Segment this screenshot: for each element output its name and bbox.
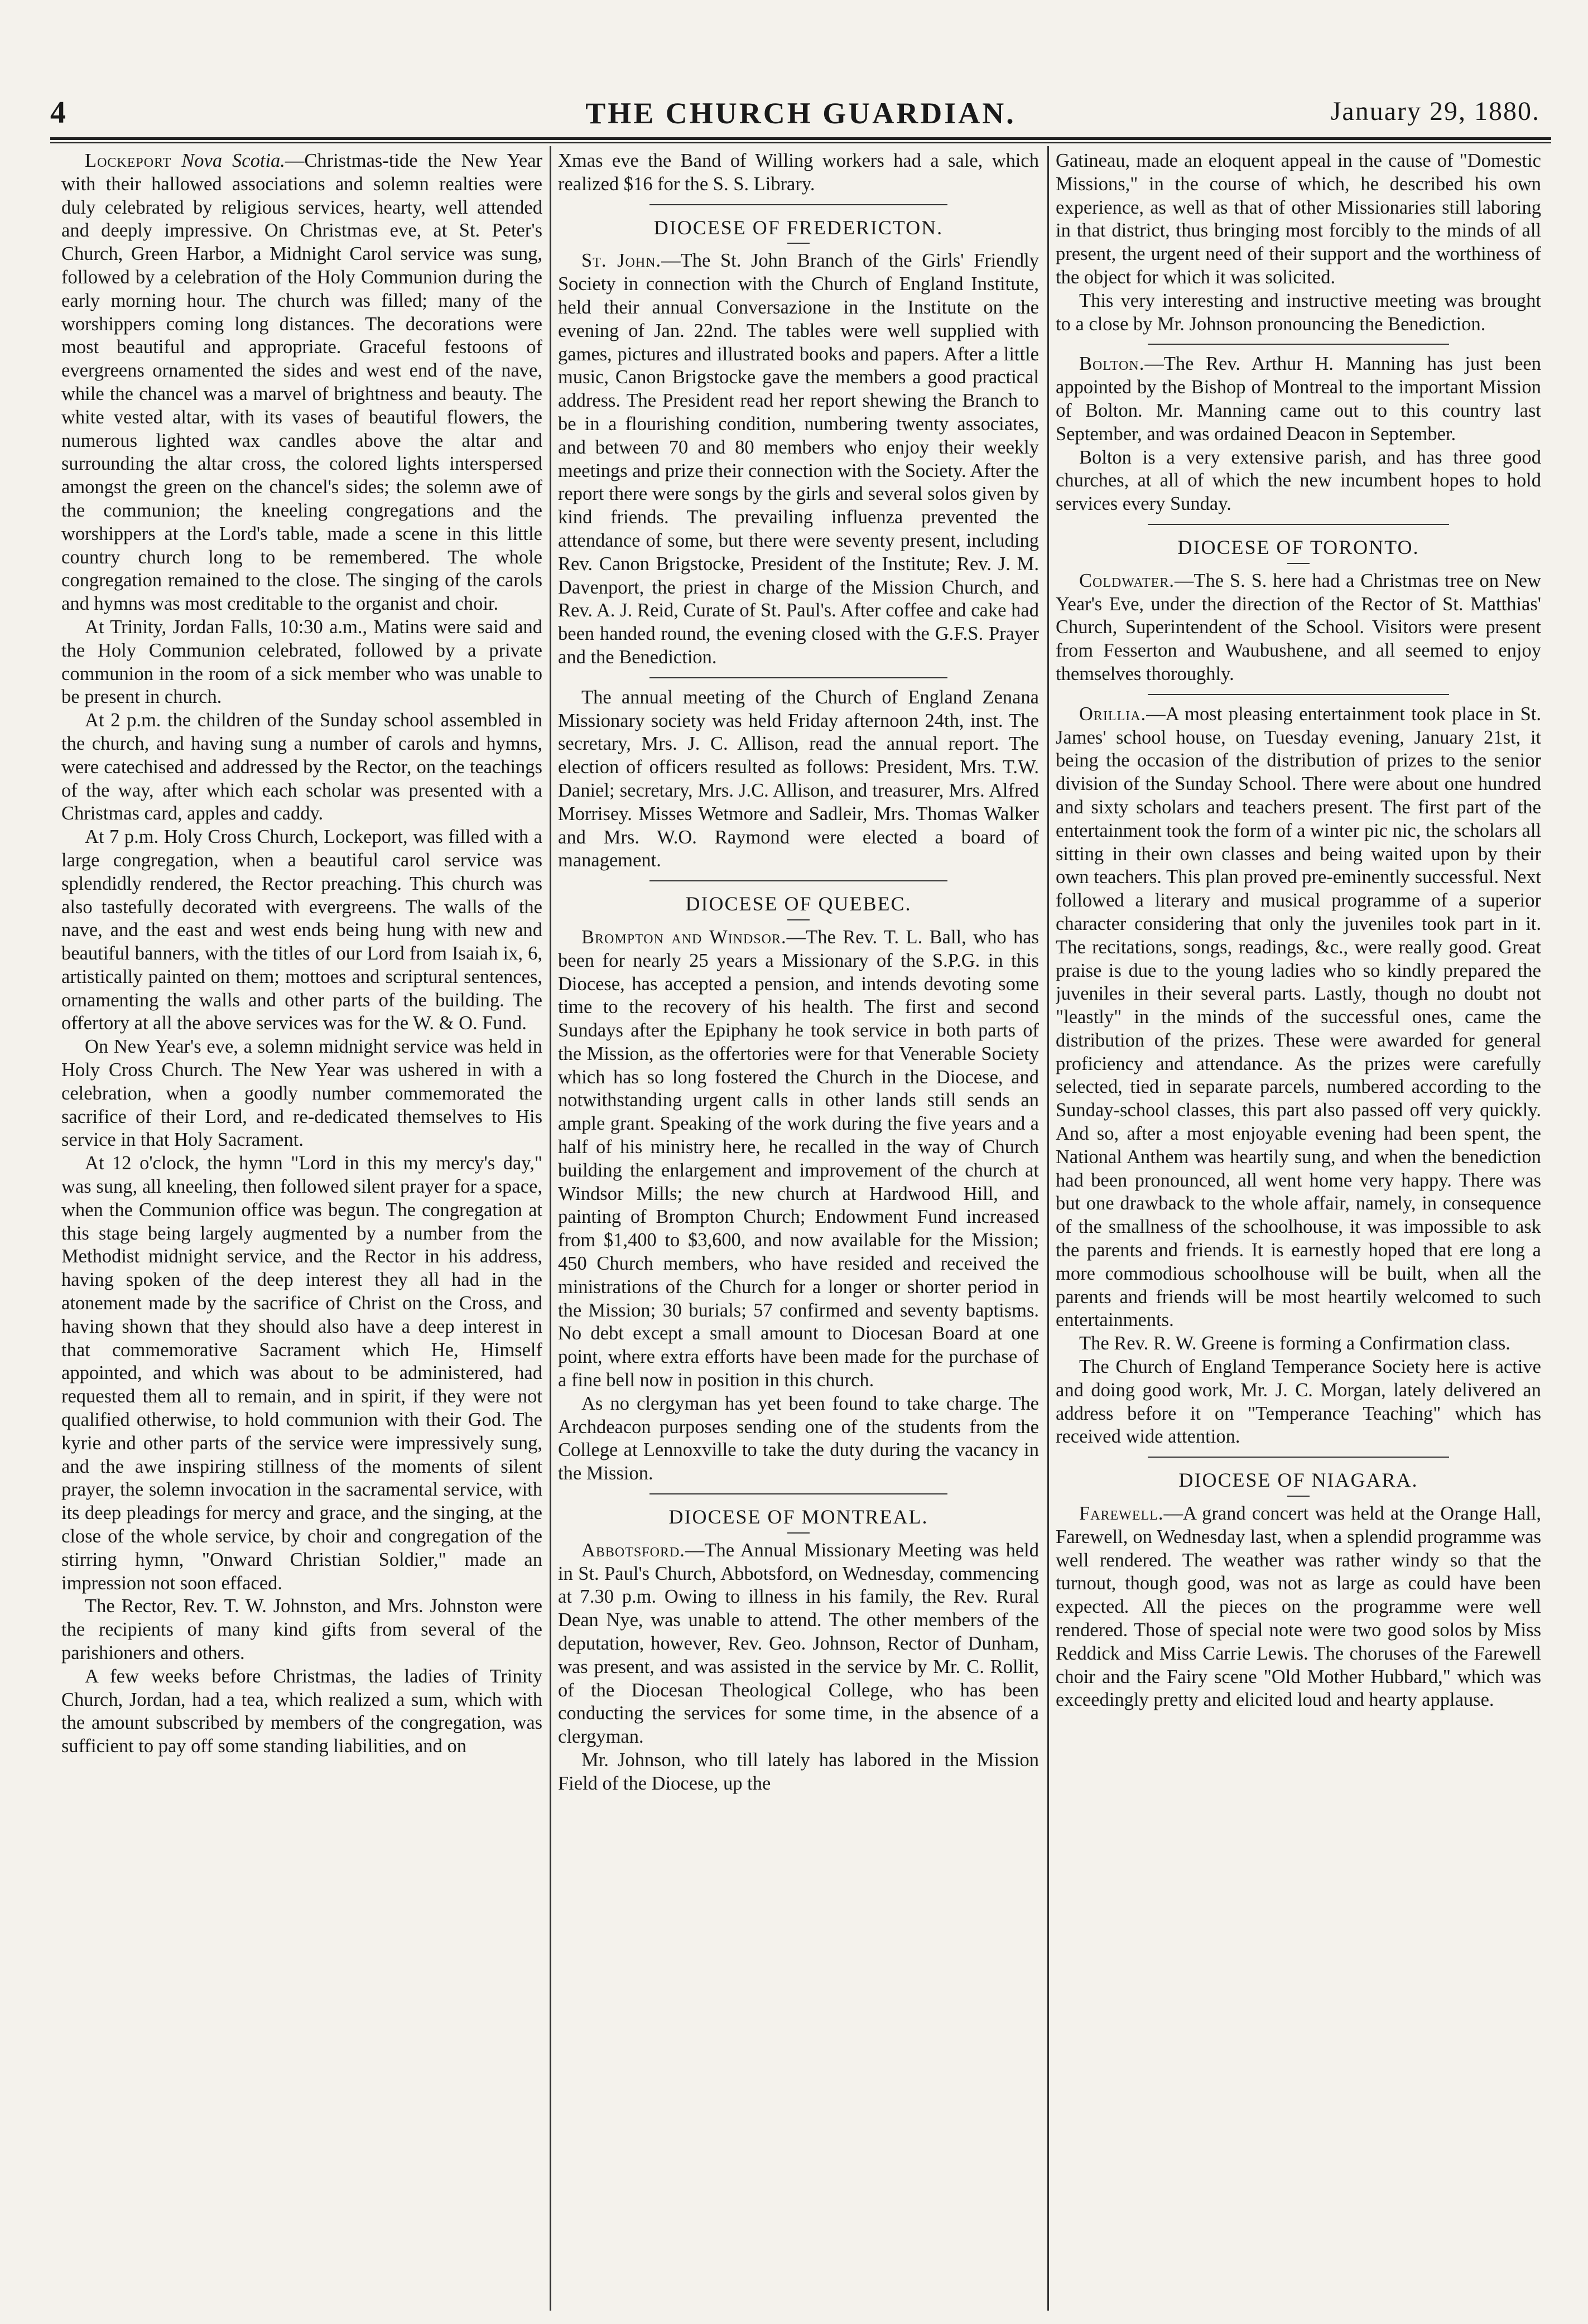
article-paragraph: At 12 o'clock, the hymn "Lord in this my mercy's day," was sung, all kneeling, then followed silent prayer for a space, when the Communion office was begun. The congregation at this stage being largely augmented by a number from the Methodist midnight service, and the Rector in his address, having spoken of the deep interest they all had in the atonement made by the sacrifice of Christ on the Cross, and having shown that they should also have a deep interest in that commemorative Sacrament which He, Himself appointed, and which was about to be administered, had requested them all to remain, and in spirit, if they were not qualified otherwise, to hold communion with their God. The kyrie and other parts of the service were impressively sung, and the awe inspiring stillness of the moments of silent prayer, the solemn invocation in the sacramental service, with its deep pleadings for mercy and grace, and the singing, at the close of the whole service, by choir and congregation of the stirring hymn, "Onward Christian Soldier," made an impression not soon effaced.	[61, 1153, 542, 1594]
article-lockeport	[61, 150, 542, 616]
heading-dash	[787, 1532, 810, 1534]
article-st-john	[558, 249, 1039, 669]
heading-dash	[1287, 1496, 1310, 1497]
dateline-place: Farewell.	[1079, 1503, 1164, 1525]
article-paragraph: Xmas eve the Band of Willing workers had a sale, which realized $16 for the S. S. Library.	[558, 150, 1039, 195]
article-paragraph: At Trinity, Jordan Falls, 10:30 a.m., Matins were said and the Holy Communion celebrated, followed by a private communion in the room of a sick member who was unable to be present in church.	[61, 616, 542, 708]
article-text: —A grand concert was held at the Orange Hall, Farewell, on Wednesday last, when a splendid programme was well rendered. The weather was rather windy so that the turnout, though good, was not as large as could have been expected. All the pieces on the programme were well rendered. Those of special note were two good solos by Miss Reddick and Miss Carrie Lewis. The choruses of the Farewell choir and the Fairy scene "Old Mother Hubbard," which was exceedingly pretty and elicited loud and hearty applause.	[1056, 1503, 1541, 1711]
section-rule	[649, 1493, 947, 1494]
article-abbotsford	[558, 1539, 1039, 1749]
article-paragraph: Gatineau, made an eloquent appeal in the cause of "Domestic Missions," in the course of which, he described his own experience, as well as that of other Missionaries still laboring in that district, thus bringing most forcibly to the minds of all present, the urgent need of their support and the worthiness of the object for which it was solicited.	[1056, 150, 1541, 288]
article-paragraph: The Rector, Rev. T. W. Johnston, and Mrs. Johnston were the recipients of many kind gifts from several of the parishioners and others.	[61, 1595, 542, 1664]
article-bolton	[1056, 353, 1541, 446]
section-heading-montreal: DIOCESE OF MONTREAL.	[668, 1506, 928, 1529]
section-rule	[649, 204, 947, 205]
article-paragraph: The Church of England Temperance Society here is active and doing good work, Mr. J. C. Morgan, lately delivered an address before it on "Temperance Teaching" which has received wide attention.	[1056, 1356, 1541, 1448]
dateline-place: Orillia.	[1079, 703, 1147, 725]
newspaper-title: THE CHURCH GUARDIAN.	[585, 97, 1016, 130]
section-heading-niagara: DIOCESE OF NIAGARA.	[1178, 1469, 1418, 1492]
dateline-region: Nova Scotia.	[181, 150, 285, 171]
article-paragraph: Bolton is a very extensive parish, and has three good churches, at all of which the new incumbent hopes to hold services every Sunday.	[1056, 446, 1541, 515]
header-rule-thin	[50, 142, 1551, 143]
section-heading-quebec: DIOCESE OF QUEBEC.	[685, 893, 912, 915]
article-paragraph: At 7 p.m. Holy Cross Church, Lockeport, was filled with a large congregation, when a beautiful carol service was splendidly rendered, the Rector preaching. This church was also tastefully decorated with evergreens. The walls of the nave, and the east and west ends being hung with new and beautiful banners, with the titles of our Lord from Isaiah ix, 6, artistically painted on them; mottoes and scriptural sentences, ornamenting the walls and other parts of the building. The offertory at all the above services was for the W. & O. Fund.	[61, 826, 542, 1034]
article-rule	[649, 677, 947, 678]
article-paragraph: A few weeks before Christmas, the ladies of Trinity Church, Jordan, had a tea, which realized a sum, which with the amount subscribed by members of the congregation, was sufficient to pay off some standing liabilities, and on	[61, 1665, 542, 1757]
article-text: —The Rev. T. L. Ball, who has been for nearly 25 years a Missionary of the S.P.G. in this Diocese, has accepted a pension, and intends devoting some time to the recovery of his health. The first and second Sundays after the Epiphany he took service in both parts of the Mission, as the offertories were for that Venerable Society which has so long fostered the Church in the Diocese, and notwithstanding urgent calls in other lands still sends an ample grant. Speaking of the work during the five years and a half of his ministry here, he recalled in the way of Church building the enlargement and improvement of the church at Windsor Mills; the new church at Hardwood Hill, and painting of Brompton Church; Endowment Fund increased from $1,400 to $3,600, and now available for the Mission; 450 Church members, who have resided and received the ministrations of the Church for a longer or shorter period in the Mission; 30 burials; 57 confirmed and seventy baptisms. No debt except a small amount to Diocesan Board at one point, where extra efforts have been made for the purchase of a fine bell now in position in this church.	[558, 926, 1039, 1391]
article-brompton	[558, 926, 1039, 1392]
article-rule	[1148, 694, 1449, 695]
heading-dash	[1287, 563, 1310, 564]
column-2	[558, 150, 1039, 2314]
article-text: —The Rev. Arthur H. Manning has just been appointed by the Bishop of Montreal to the important Mission of Bolton. Mr. Manning came out to this country last September, and was ordained Deacon in September.	[1056, 353, 1541, 445]
section-rule	[1148, 524, 1449, 525]
article-paragraph: On New Year's eve, a solemn midnight service was held in Holy Cross Church. The New Year was ushered in with a celebration, when a goodly number commemorated the sacrifice of their Lord, and re-dedicated themselves to His service in that Holy Sacrament.	[61, 1036, 542, 1151]
section-rule	[1148, 1457, 1449, 1458]
column-divider	[1047, 146, 1049, 2311]
section-rule	[649, 880, 947, 881]
article-paragraph: The annual meeting of the Church of England Zenana Missionary society was held Friday afternoon 24th, inst. The secretary, Mrs. J. C. Allison, read the annual report. The election of officers resulted as follows: President, Mrs. T.W. Daniel; secretary, Mrs. J.C. Allison, and treasurer, Mrs. Alfred Morrisey. Misses Wetmore and Sadleir, Mrs. Thomas Walker and Mrs. W.O. Raymond were elected a board of management.	[558, 686, 1039, 871]
header-rule	[50, 137, 1551, 140]
article-text: —The S. S. here had a Christmas tree on New Year's Eve, under the direction of the Rector of St. Matthias' Church, Superintendent of the School. Visitors were present from Fesserton and Waubushene, and all seemed to enjoy themselves thoroughly.	[1056, 570, 1541, 684]
heading-dash	[787, 919, 810, 920]
section-heading-toronto: DIOCESE OF TORONTO.	[1177, 536, 1419, 558]
dateline-place: Abbotsford.	[581, 1539, 685, 1561]
article-paragraph: The Rev. R. W. Greene is forming a Confirmation class.	[1079, 1333, 1510, 1354]
dateline-place: St. John.	[581, 250, 662, 272]
article-paragraph: At 2 p.m. the children of the Sunday school assembled in the church, and having sung a number of carols and hymns, were catechised and addressed by the Rector, on the teachings of the way, after which each scholar was presented with a Christmas card, apples and caddy.	[61, 710, 542, 825]
column-1	[61, 150, 542, 2314]
article-coldwater	[1056, 570, 1541, 686]
section-heading-fredericton: DIOCESE OF FREDERICTON.	[653, 216, 944, 239]
article-text: —Christmas-tide the New Year with their hallowed associations and solemn realties were duly celebrated by religious services, hearty, well attended and deeply impressive. On Christmas eve, at St. Peter's Church, Green Harbor, a Midnight Carol service was sung, followed by a celebration of the Holy Communion during the early morning hour. The church was filled; many of the worshippers coming long distances. The decorations were most beautiful and appropriate. Graceful festoons of evergreens ornamented the sides and west end of the nave, while the chancel was a marvel of brightness and beauty. The white vested altar, with its vases of beautiful flowers, the numerous lighted wax candles above the altar and surrounding the altar cross, the colored lights interspersed amongst the green on the chancel's sides; the solemn awe of the communion; the kneeling congregations and the worshippers at the Lord's table, made a scene in this little country church long to be remembered. The whole congregation remained to the close. The singing of the carols and hymns was most creditable to the organist and choir.	[61, 150, 542, 615]
article-text: —A most pleasing entertainment took place in St. James' school house, on Tuesday evening, January 21st, it being the occasion of the distribution of prizes to the senior division of the Sunday School. There were about one hundred and sixty scholars and teachers present. The first part of the entertainment took the form of a winter pic nic, the scholars all sitting in their own classes and being waited upon by their own teachers. This plan proved pre-eminently successful. Next followed a literary and musical programme of a superior character considering that only the juveniles took part in it. The recitations, songs, readings, &c., were really good. Great praise is due to the young ladies who so kindly prepared the juveniles in their several parts. Lastly, though no doubt not "leastly" in the minds of the successful ones, came the distribution of the prizes. These were awarded for general proficiency and attendance. As the prizes were carefully selected, tied in separate parcels, numbered according to the Sunday-school classes, this part also passed off very quickly. And so, after a most enjoyable evening had been spent, the National Anthem was heartily sung, and when the benediction had been pronounced, all went home very happy. There was but one drawback to the whole affair, namely, in consequence of the smallness of the schoolhouse, it was impossible to ask the parents and friends. It is earnestly hoped that ere long a more commodious schoolhouse will be built, when all the parents and friends will be most heartily welcomed to such entertainments.	[1056, 703, 1541, 1331]
article-farewell	[1056, 1502, 1541, 1712]
dateline-place: Lockeport	[85, 150, 172, 171]
dateline-place: Brompton and Windsor.	[581, 926, 787, 948]
masthead	[50, 84, 1551, 134]
article-paragraph: As no clergyman has yet been found to take charge. The Archdeacon purposes sending one of the students from the College at Lennoxville to take the duty during the vacancy in the Mission.	[558, 1392, 1039, 1484]
issue-date: January 29, 1880.	[1330, 97, 1540, 126]
heading-dash	[787, 243, 810, 244]
page-number: 4	[50, 95, 66, 130]
dateline-place: Bolton.	[1079, 353, 1145, 375]
article-paragraph: Mr. Johnson, who till lately has labored in the Mission Field of the Diocese, up the	[558, 1749, 1039, 1794]
dateline-place: Coldwater.	[1079, 570, 1175, 591]
article-rule	[1148, 344, 1449, 345]
article-text: —The Annual Missionary Meeting was held in St. Paul's Church, Abbotsford, on Wednesday, commencing at 7.30 p.m. Owing to illness in his family, the Rev. Rural Dean Nye, was unable to attend. The other members of the deputation, however, Rev. Geo. Johnson, Rector of Dunham, was present, and was assisted in the service by Mr. C. Rollit, of the Diocesan Theological College, who has been conducting the services for some time, in the absence of a clergyman.	[558, 1539, 1039, 1748]
article-paragraph: This very interesting and instructive meeting was brought to a close by Mr. Johnson pronouncing the Benediction.	[1056, 290, 1541, 335]
article-orillia	[1056, 703, 1541, 1333]
column-divider	[550, 146, 551, 2311]
article-text: —The St. John Branch of the Girls' Friendly Society in connection with the Church of England Institute, held their annual Conversazione in the Institute on the evening of Jan. 22nd. The tables were well supplied with games, pictures and illustrated books and papers. After a little music, Canon Brigstocke gave the members a good practical address. The President read her report shewing the Branch to be in a flourishing condition, numbering twenty associates, and between 70 and 80 members who enjoy their weekly meetings and prize their connection with the Society. After the report there were songs by the girls and several solos given by kind friends. The prevailing influenza prevented the attendance of some, but there were seventy present, including Rev. Canon Brigstocke, President of the Institute; Rev. J. M. Davenport, the priest in charge of the Mission Church, and Rev. A. J. Reid, Curate of St. Paul's. After coffee and cake had been handed round, the evening closed with the G.F.S. Prayer and the Benediction.	[558, 250, 1039, 668]
column-3	[1056, 150, 1541, 2314]
